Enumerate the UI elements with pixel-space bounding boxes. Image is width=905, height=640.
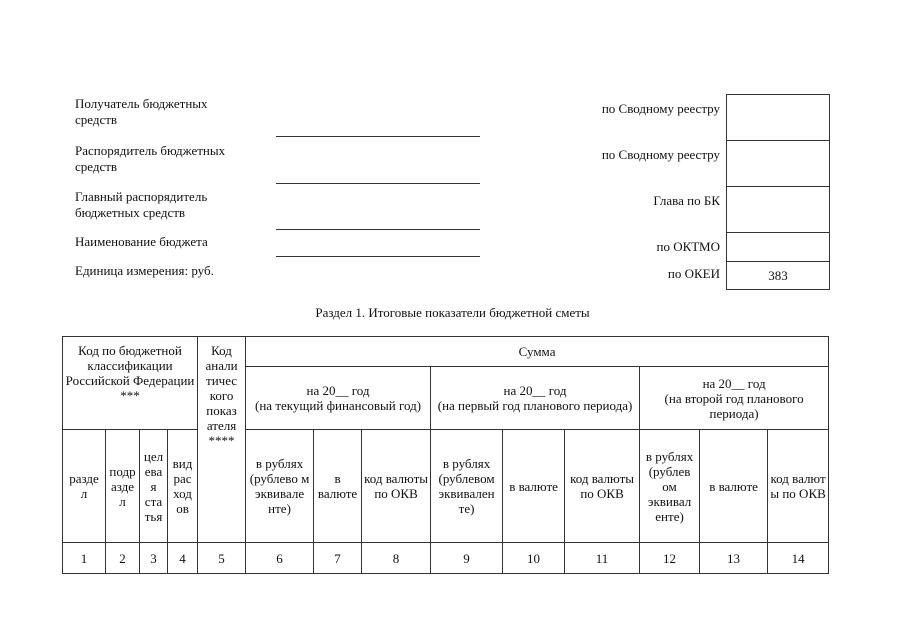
col-number: 2 [106,543,140,574]
col-number: 10 [503,543,565,574]
col-number: 13 [700,543,768,574]
code-box-okei[interactable] [726,261,830,290]
section-title: Раздел 1. Итоговые показатели бюджетной сметы [315,305,590,320]
code-box-svod-reestr-2[interactable] [726,140,830,187]
label-main-administrator: Главный распорядитель бюджетных средств [75,189,208,220]
col-number: 6 [246,543,314,574]
analytic-code-header: Код анали тичес кого показ ателя **** [198,337,246,543]
col-number: 1 [63,543,106,574]
col-rub-3: в рублях (рублев ом эквивал енте) [640,430,700,543]
label-recipient: Получатель бюджетных средств [75,96,208,127]
col-valuta-2: в валюте [503,430,565,543]
label-administrator: Распорядитель бюджетных средств [75,143,226,174]
col-number: 12 [640,543,700,574]
col-number: 9 [431,543,503,574]
year1-header: на 20__ год (на текущий финансовый год) [246,367,431,430]
column-numbers-row [63,543,829,574]
budget-estimate-table [62,336,829,574]
administrator-underline [276,183,480,184]
col-valuta-3: в валюте [700,430,768,543]
col-razdel: разде л [63,430,106,543]
col-number: 4 [168,543,198,574]
col-podrazdel: подр азде л [106,430,140,543]
col-okv-1: код валюты по ОКВ [362,430,431,543]
main-administrator-underline [276,229,480,230]
year3-header: на 20__ год (на второй год планового периода) [640,367,829,430]
col-rub-2: в рублях (рублевом эквивален те) [431,430,503,543]
col-okv-2: код валюты по ОКВ [565,430,640,543]
col-rub-1: в рублях (рублево м эквивале нте) [246,430,314,543]
col-number: 7 [314,543,362,574]
code-box-svod-reestr-1[interactable] [726,94,830,141]
col-number: 8 [362,543,431,574]
col-number: 14 [768,543,829,574]
label-budget-name: Наименование бюджета [75,234,208,249]
kbk-header: Код по бюджетной классификации Российской Федерации *** [63,337,198,430]
label-okei: по ОКЕИ [667,266,720,281]
budget-name-underline [276,256,480,257]
label-svod-reestr-2: по Сводному реестру [601,147,720,162]
recipient-underline [276,136,480,137]
sum-header: Сумма [246,337,829,367]
col-celevaya-statya: цел ева я ста тья [140,430,168,543]
col-number: 3 [140,543,168,574]
col-vid-rashodov: вид рас ход ов [168,430,198,543]
label-oktmo: по ОКТМО [656,239,720,254]
code-box-oktmo[interactable] [726,232,830,262]
col-okv-3: код валют ы по ОКВ [768,430,829,543]
col-valuta-1: в валюте [314,430,362,543]
col-number: 11 [565,543,640,574]
okei-value: 383 [768,268,788,283]
code-box-glava-bk[interactable] [726,186,830,233]
label-unit: Единица измерения: руб. [75,263,214,278]
label-svod-reestr-1: по Сводному реестру [601,101,720,116]
col-number: 5 [198,543,246,574]
label-glava-bk: Глава по БК [653,193,720,208]
year2-header: на 20__ год (на первый год планового периода) [431,367,640,430]
